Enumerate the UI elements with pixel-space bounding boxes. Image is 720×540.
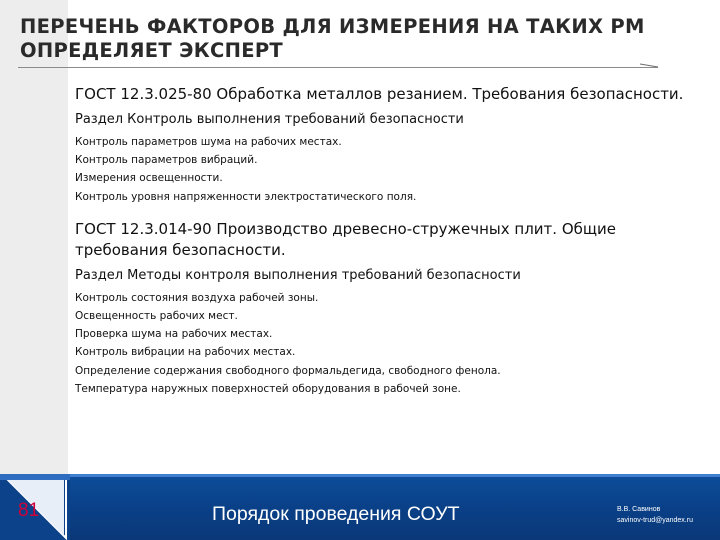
list-item: Контроль параметров вибраций.	[75, 154, 258, 167]
section-heading: Раздел Методы контроля выполнения требований безопасности	[75, 267, 521, 283]
left-decorative-band	[0, 0, 68, 474]
list-item: Контроль уровня напряженности электростатического поля.	[75, 190, 417, 203]
title-arrow-icon	[640, 62, 660, 72]
standard-block	[75, 219, 707, 398]
author-name: В.В. Савинов	[617, 506, 661, 513]
footer-author-block	[617, 504, 693, 526]
standard-block	[75, 84, 707, 206]
corner-triangle-decoration	[0, 420, 110, 540]
list-item: Температура наружных поверхностей оборудования в рабочей зоне.	[75, 382, 461, 395]
page-number: 81	[18, 500, 40, 521]
slide-title: ПЕРЕЧЕНЬ ФАКТОРОВ ДЛЯ ИЗМЕРЕНИЯ НА ТАКИХ РМ ОПРЕДЕЛЯЕТ ЭКСПЕРТ	[20, 15, 645, 62]
standard-heading: ГОСТ 12.3.025-80 Обработка металлов резанием. Требования безопасности.	[75, 85, 684, 103]
standard-heading: ГОСТ 12.3.014-90 Производство древесно-стружечных плит. Общие требования безопасности.	[75, 219, 616, 259]
list-item: Определение содержания свободного формальдегида, свободного фенола.	[75, 364, 501, 377]
title-underline	[18, 67, 658, 68]
list-item: Контроль состояния воздуха рабочей зоны.	[75, 291, 319, 304]
list-item: Контроль параметров шума на рабочих местах.	[75, 136, 342, 148]
section-heading: Раздел Контроль выполнения требований безопасности	[75, 112, 464, 127]
author-email: savinov-trud@yandex.ru	[617, 517, 693, 524]
list-item: Освещенность рабочих мест.	[75, 310, 238, 323]
slide-content	[75, 84, 707, 398]
footer-title: Порядок проведения СОУТ	[212, 503, 460, 525]
list-item: Контроль вибрации на рабочих местах.	[75, 346, 296, 359]
list-item: Измерения освещенности.	[75, 172, 223, 185]
list-item: Проверка шума на рабочих местах.	[75, 328, 273, 341]
